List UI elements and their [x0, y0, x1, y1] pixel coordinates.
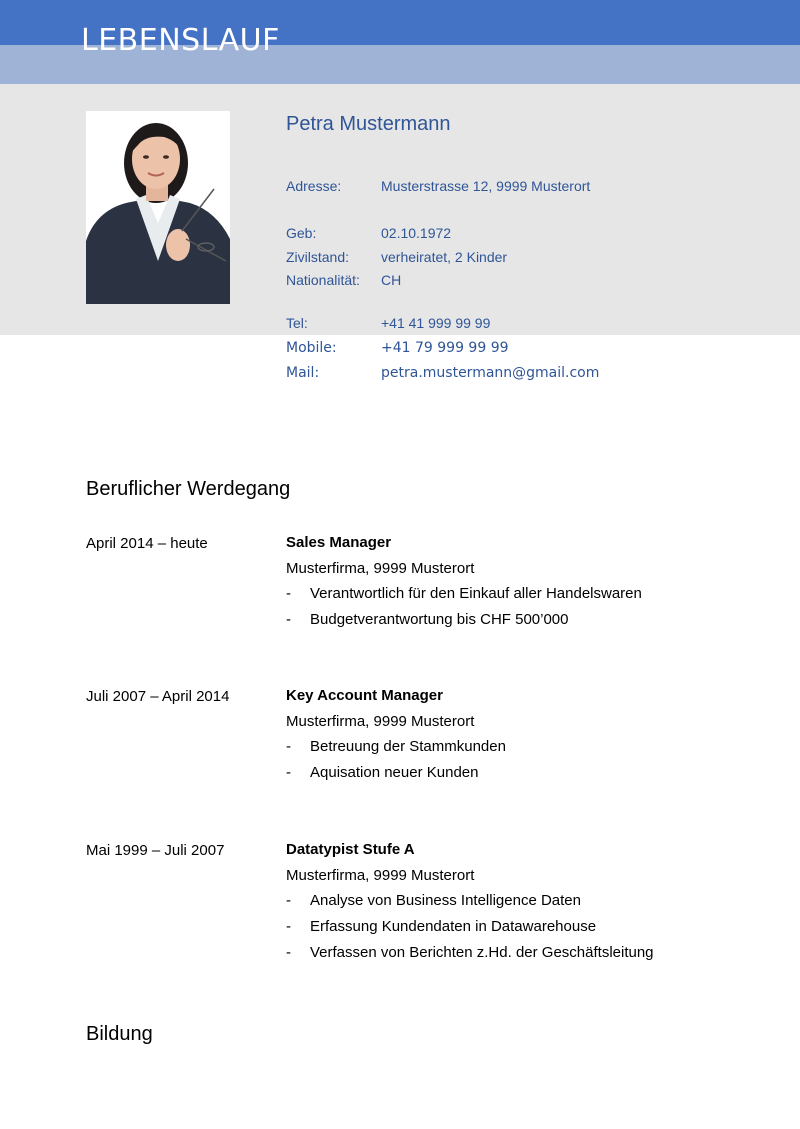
bullet-dash: -	[286, 892, 291, 910]
job-company: Musterfirma, 9999 Musterort	[286, 866, 475, 884]
job-bullet	[286, 940, 786, 966]
bullet-dash: -	[286, 738, 291, 756]
education-heading: Bildung	[86, 1023, 153, 1045]
nationality-label: Nationalität:	[286, 272, 360, 288]
mobile-label: Mobile:	[286, 340, 337, 356]
job-bullet-text: Aquisation neuer Kunden	[310, 764, 479, 782]
job-bullet-text: Erfassung Kundendaten in Datawarehouse	[310, 918, 597, 936]
job-bullet	[286, 914, 786, 940]
nationality-value: CH	[381, 272, 402, 288]
marital-status-label: Zivilstand:	[286, 249, 350, 265]
mobile-value: +41 79 999 99 99	[381, 340, 509, 356]
job-bullet	[286, 760, 786, 786]
career-heading: Beruflicher Werdegang	[86, 478, 291, 500]
phone-label: Tel:	[286, 315, 308, 331]
job-bullet-text: Budgetverantwortung bis CHF 500’000	[310, 611, 569, 629]
birthdate-value: 02.10.1972	[381, 225, 452, 241]
job-bullet-text: Analyse von Business Intelligence Daten	[310, 892, 581, 910]
job-period: Mai 1999 – Juli 2007	[86, 842, 225, 859]
job-bullet-text: Betreuung der Stammkunden	[310, 738, 506, 756]
job-bullet	[286, 607, 786, 633]
portrait-icon	[86, 111, 230, 304]
email-value[interactable]: petra.mustermann@gmail.com	[381, 365, 600, 381]
phone-value: +41 41 999 99 99	[381, 315, 491, 331]
email-label: Mail:	[286, 365, 320, 381]
job-bullets	[286, 734, 786, 785]
address-label: Adresse:	[286, 178, 342, 194]
bullet-dash: -	[286, 764, 291, 782]
job-company: Musterfirma, 9999 Musterort	[286, 712, 475, 730]
bullet-dash: -	[286, 918, 291, 936]
bullet-dash: -	[286, 611, 291, 629]
job-entry	[286, 683, 786, 786]
job-title: Key Account Manager	[286, 687, 443, 704]
job-company: Musterfirma, 9999 Musterort	[286, 559, 475, 577]
job-bullet	[286, 888, 786, 914]
job-bullets	[286, 888, 786, 965]
job-bullet-text: Verantwortlich für den Einkauf aller Handelswaren	[310, 585, 642, 603]
job-period: Juli 2007 – April 2014	[86, 688, 230, 705]
marital-status-value: verheiratet, 2 Kinder	[381, 249, 508, 265]
job-period: April 2014 – heute	[86, 535, 208, 552]
job-bullet	[286, 581, 786, 607]
job-entry	[286, 530, 786, 633]
address-value: Musterstrasse 12, 9999 Musterort	[381, 178, 591, 194]
portrait-photo	[86, 111, 230, 304]
job-bullet-text: Verfassen von Berichten z.Hd. der Geschäftsleitung	[310, 943, 654, 961]
birthdate-label: Geb:	[286, 225, 317, 241]
bullet-dash: -	[286, 585, 291, 603]
job-bullets	[286, 581, 786, 632]
job-bullet	[286, 734, 786, 760]
job-title: Sales Manager	[286, 534, 392, 551]
job-entry	[286, 837, 786, 966]
document-title: LEBENSLAUF	[81, 23, 280, 58]
person-name: Petra Mustermann	[286, 113, 451, 135]
job-title: Datatypist Stufe A	[286, 841, 415, 858]
bullet-dash: -	[286, 943, 291, 961]
